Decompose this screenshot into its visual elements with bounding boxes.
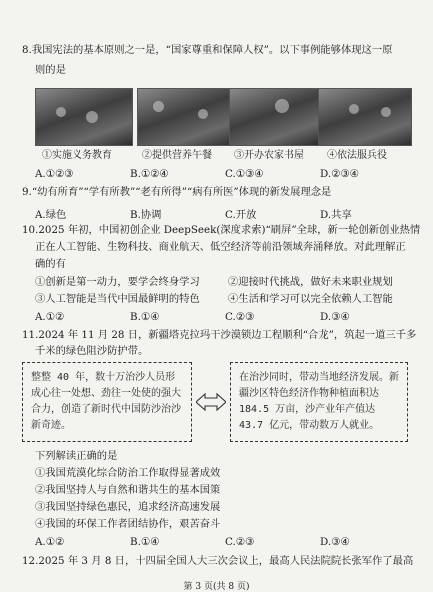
q9-option-b[interactable]: B.协调 [130, 209, 162, 221]
q8-option-b[interactable]: B.①②④ [130, 168, 169, 180]
photo-nutrition-lunch [137, 88, 235, 146]
q11-choice-4: ④我国的环保工作者团结协作，艰苦奋斗 [35, 518, 221, 530]
q11-read-intro: 下列解读正确的是 [35, 450, 118, 462]
q8-stem-line1: 8.我国宪法的基本原则之一是，“国家尊重和保障人权”。以下事例能够体现这一原 [22, 44, 393, 56]
q11-option-a[interactable]: A.①② [35, 536, 65, 548]
q9-option-a[interactable]: A.绿色 [35, 209, 67, 221]
q9-stem: 9.“幼有所育”“学有所教”“老有所得”“病有所医”体现的新发展理念是 [22, 186, 332, 198]
q12-stem-line1: 12.2025 年 3 月 8 日，十四届全国人大三次会议上，最高人民法院院长张军作了最高 [22, 555, 414, 567]
q10-choice-4: ④生活和学习可以完全依赖人工智能 [228, 293, 393, 305]
photo-compulsory-education [35, 88, 133, 146]
q10-choice-2: ②迎接时代挑战，做好未来职业规划 [228, 276, 393, 288]
q9-option-c[interactable]: C.开放 [225, 209, 257, 221]
q8-caption-3: ③开办农家书屋 [234, 150, 304, 161]
q10-choice-3: ③人工智能是当代中国最鲜明的特色 [35, 293, 200, 305]
photo-farmhouse-library [229, 88, 319, 146]
q10-stem-line1: 10.2025 年初，中国初创企业 DeepSeek(深度求索)“刷屏”全球，新一轮创新创业热情 [22, 224, 421, 236]
q8-caption-4: ④依法服兵役 [327, 150, 387, 161]
q8-caption-2: ②提供营养午餐 [142, 150, 212, 161]
double-arrow-icon [196, 392, 226, 412]
q11-stem-line1: 11.2024 年 11 月 28 日，新疆塔克拉玛干沙漠锁边工程顺利“合龙”，筑起一道三千多 [22, 329, 417, 341]
q10-choice-1: ①创新是第一动力，要学会终身学习 [35, 276, 200, 288]
q11-choice-2: ②我国坚持人与自然和谐共生的基本国策 [35, 484, 221, 496]
q11-choice-1: ①我国荒漠化综合防治工作取得显著成效 [35, 467, 221, 479]
q10-option-c[interactable]: C.②③ [225, 311, 255, 323]
q11-option-b[interactable]: B.①④ [130, 536, 160, 548]
q10-stem-line3: 确的有 [35, 258, 66, 270]
q10-stem-line2: 正在人工智能、生物科技、商业航天、低空经济等前沿领域奔涌释放。对此理解正 [35, 241, 406, 253]
q10-option-d[interactable]: D.③④ [320, 311, 350, 323]
q8-option-a[interactable]: A.①②③ [35, 168, 74, 180]
q11-option-d[interactable]: D.③④ [320, 536, 350, 548]
q11-choice-3: ③我国坚持绿色惠民，追求经济高速发展 [35, 501, 221, 513]
q11-material-left: 整整 40 年，数十万治沙人员形成心往一处想、劲往一处使的强大合力，创造了新时代中国防沙治沙新奇迹。 [22, 362, 192, 442]
q11-material-right: 在治沙同时，带动当地经济发展。新疆沙区特色经济作物种植面积达 184.5 万亩，沙产业年产值达 43.7 亿元，带动数万人就业。 [230, 362, 408, 442]
photo-military-service [318, 88, 412, 146]
q8-option-c[interactable]: C.①③④ [225, 168, 264, 180]
q8-caption-1: ①实施义务教育 [42, 150, 112, 161]
q10-option-a[interactable]: A.①② [35, 311, 65, 323]
page-footer: 第 3 页(共 8 页) [183, 582, 250, 592]
q10-option-b[interactable]: B.①④ [130, 311, 160, 323]
q8-stem-line2: 则的是 [35, 64, 66, 76]
q11-stem-line2: 千米的绿色阻沙防护带。 [35, 345, 149, 357]
q9-option-d[interactable]: D.共享 [320, 209, 352, 221]
q11-option-c[interactable]: C.②③ [225, 536, 255, 548]
q8-option-d[interactable]: D.②③④ [320, 168, 359, 180]
